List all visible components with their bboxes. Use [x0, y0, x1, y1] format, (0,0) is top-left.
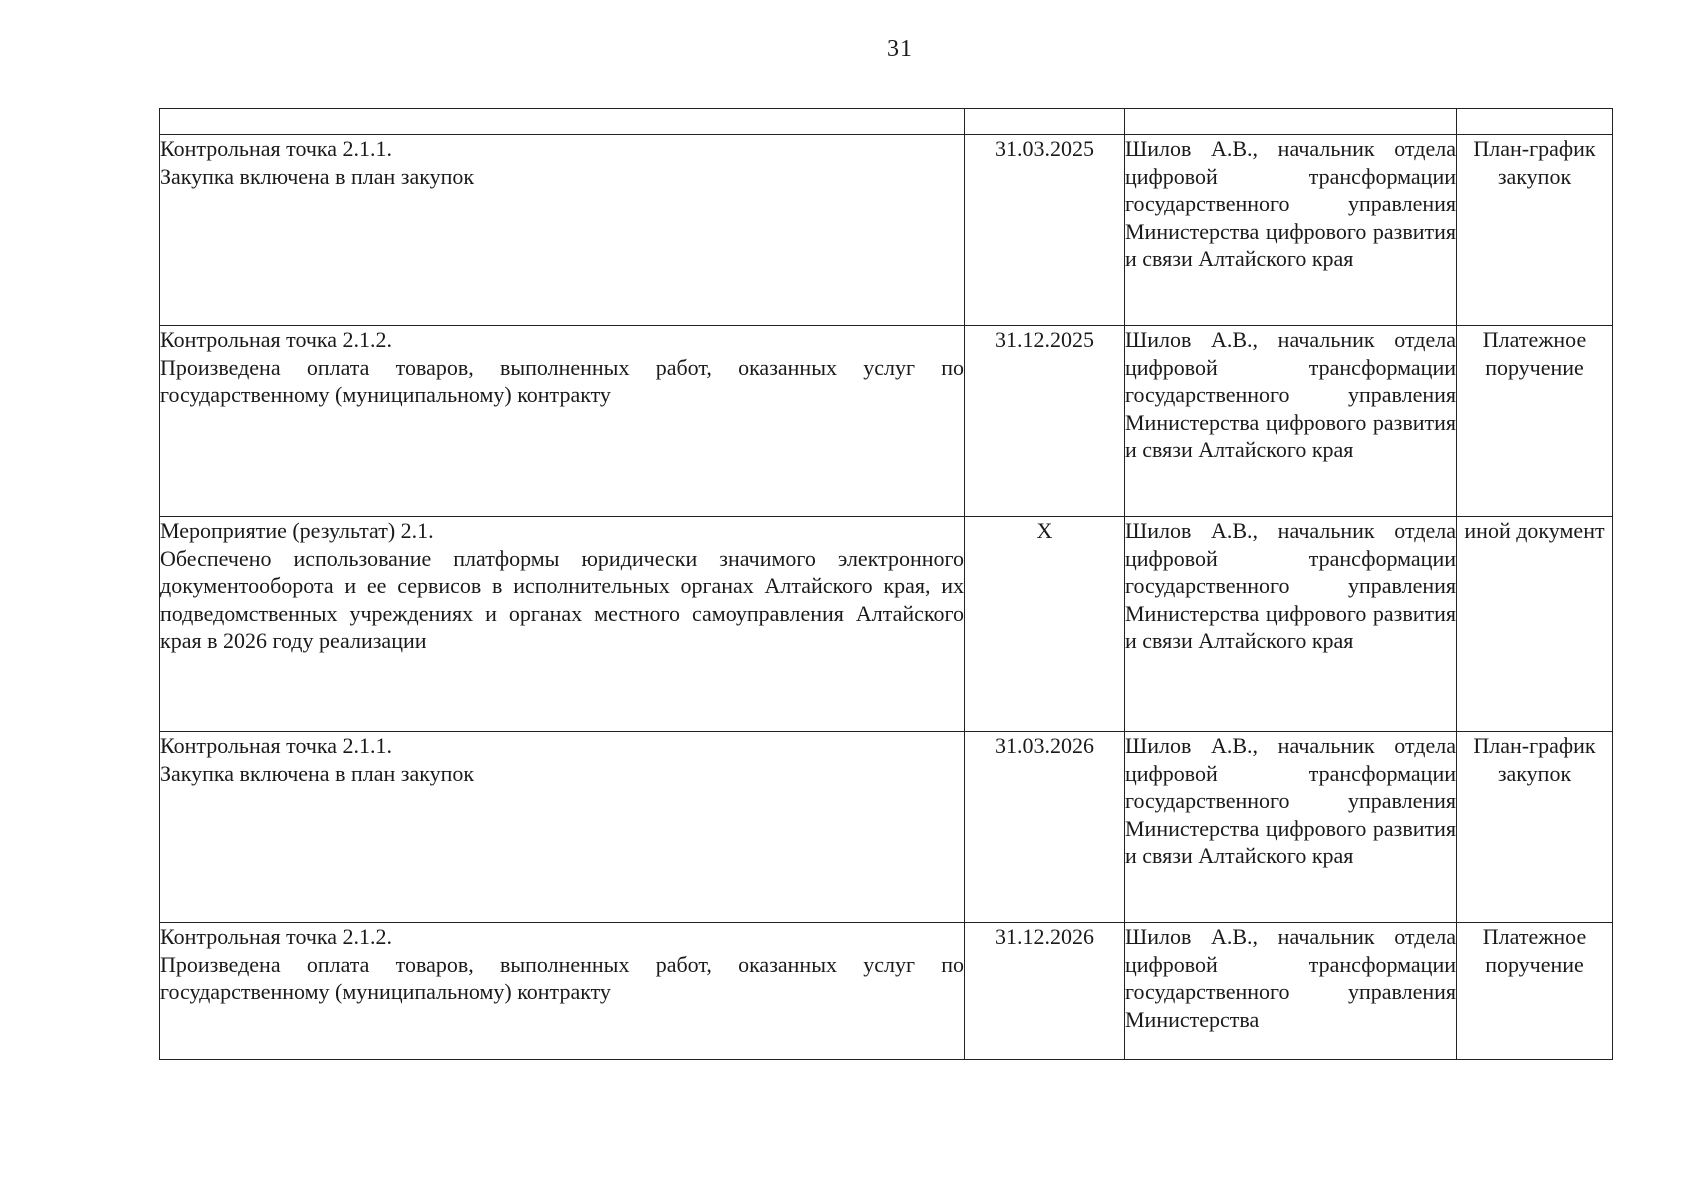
- table-row: [160, 923, 1613, 1060]
- document-cell: Платежное поручение: [1457, 923, 1613, 1060]
- responsible-cell: Шилов А.В., начальник отдела цифровой трансформации государственного управления Министерства цифрового развития и связи Алтайского края: [1125, 135, 1457, 326]
- document-cell: План-график закупок: [1457, 135, 1613, 326]
- table-row: [160, 517, 1613, 732]
- description-cell: [160, 517, 965, 732]
- description-cell: [160, 923, 965, 1060]
- control-point-text: Произведена оплата товаров, выполненных работ, оказанных услуг по государственному (муниципальному) контракту: [160, 354, 964, 407]
- document-cell: иной документ: [1457, 517, 1613, 732]
- table-continuation-header-row: [160, 109, 1613, 135]
- description-cell: [160, 135, 965, 326]
- date-cell: 31.12.2025: [965, 326, 1125, 517]
- responsible-cell: Шилов А.В., начальник отдела цифровой трансформации государственного управления Министерства цифрового развития и связи Алтайского края: [1125, 732, 1457, 923]
- responsible-cell: Шилов А.В., начальник отдела цифровой трансформации государственного управления Министерства цифрового развития и связи Алтайского края: [1125, 517, 1457, 732]
- control-point-title: Контрольная точка 2.1.1.: [160, 733, 393, 758]
- table-row: [160, 732, 1613, 923]
- date-cell: X: [965, 517, 1125, 732]
- control-point-title: Контрольная точка 2.1.2.: [160, 924, 393, 949]
- header-cell-responsible: [1125, 109, 1457, 135]
- document-cell: План-график закупок: [1457, 732, 1613, 923]
- header-cell-date: [965, 109, 1125, 135]
- control-point-text: Закупка включена в план закупок: [160, 163, 475, 189]
- header-cell-document: [1457, 109, 1613, 135]
- responsible-cell: Шилов А.В., начальник отдела цифровой трансформации государственного управления Министерства цифрового развития и связи Алтайского края: [1125, 326, 1457, 517]
- document-cell: Платежное поручение: [1457, 326, 1613, 517]
- event-text: Обеспечено использование платформы юридически значимого электронного документооборота и ее сервисов в исполнительных органах Алтайского края, их подведомственных учреждениях и органах местного самоуправления Алтайского края в 2026 году реализации: [160, 545, 964, 653]
- date-cell: 31.03.2025: [965, 135, 1125, 326]
- table-row: [160, 326, 1613, 517]
- table-row: [160, 135, 1613, 326]
- control-point-title: Контрольная точка 2.1.2.: [160, 327, 393, 352]
- responsible-text: Шилов А.В., начальник отдела цифровой трансформации государственного управления Министерства: [1125, 924, 1456, 1032]
- control-point-text: Закупка включена в план закупок: [160, 760, 475, 786]
- control-point-title: Контрольная точка 2.1.1.: [160, 136, 393, 161]
- date-cell: 31.12.2026: [965, 923, 1125, 1060]
- control-point-text: Произведена оплата товаров, выполненных работ, оказанных услуг по государственному (муниципальному) контракту: [160, 951, 964, 1004]
- page-number: 31: [887, 36, 913, 62]
- header-cell-description: [160, 109, 965, 135]
- event-title: Мероприятие (результат) 2.1.: [160, 518, 434, 543]
- date-cell: 31.03.2026: [965, 732, 1125, 923]
- description-cell: [160, 326, 965, 517]
- control-points-table: [159, 108, 1613, 1060]
- description-cell: [160, 732, 965, 923]
- responsible-cell: [1125, 923, 1457, 1060]
